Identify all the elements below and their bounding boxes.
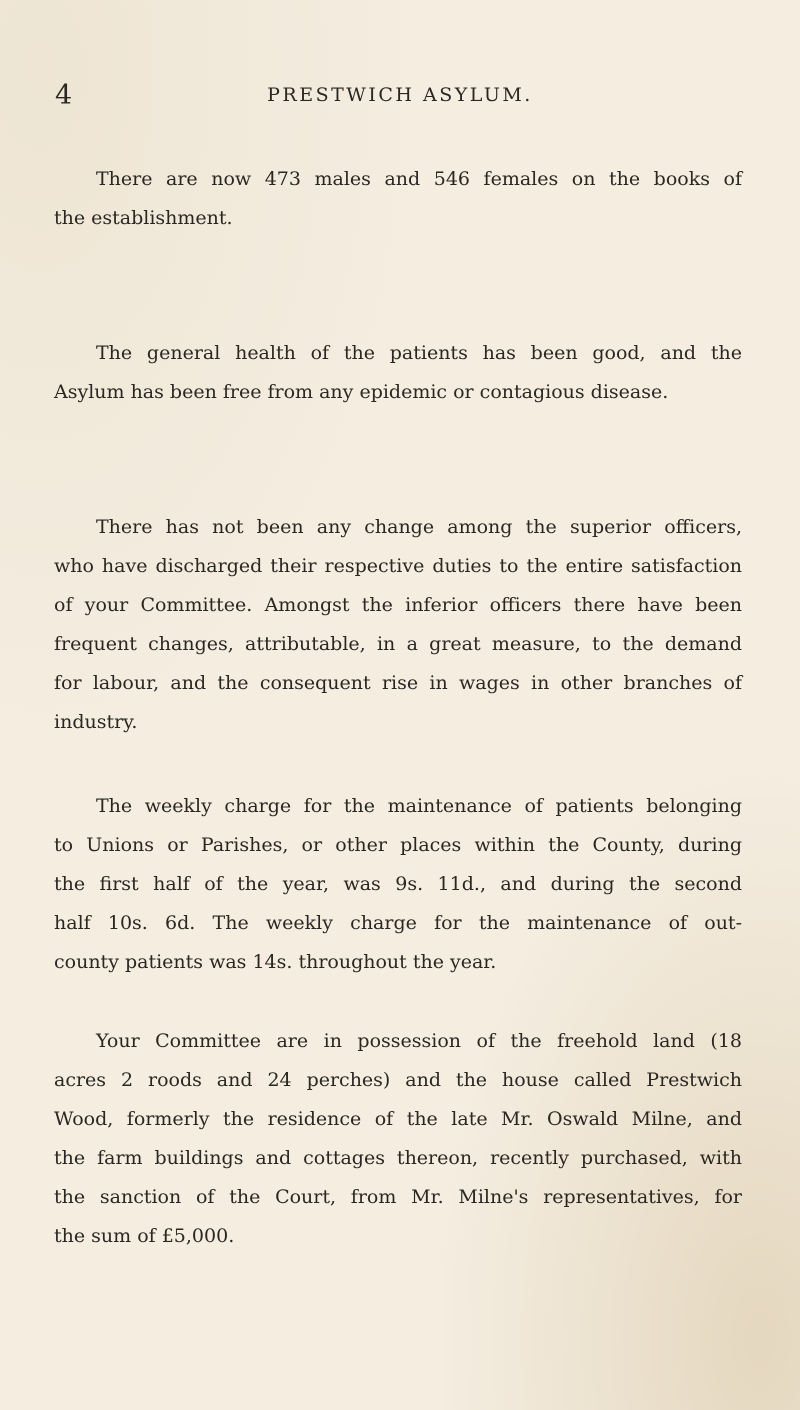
text-line: to Unions or Parishes, or other places within the County, during (54, 834, 742, 856)
paragraph-freehold-land (54, 1022, 742, 1256)
text-line: the farm buildings and cottages thereon, recently purchased, with (54, 1147, 742, 1169)
text-line: half 10s. 6d. The weekly charge for the maintenance of out- (54, 912, 742, 934)
paragraph-patient-count (54, 160, 742, 238)
text-line: who have discharged their respective duties to the entire satisfaction (54, 555, 742, 577)
text-line: the first half of the year, was 9s. 11d., and during the second (54, 873, 742, 895)
text-line: for labour, and the consequent rise in wages in other branches of (54, 672, 742, 694)
text-line: The general health of the patients has been good, and the (96, 342, 742, 364)
text-line: There are now 473 males and 546 females on the books of (96, 168, 742, 190)
paragraph-general-health (54, 334, 742, 412)
text-line: county patients was 14s. throughout the year. (54, 951, 497, 973)
paragraph-officers (54, 508, 742, 742)
paragraph-weekly-charge (54, 787, 742, 982)
text-line: Wood, formerly the residence of the late Mr. Oswald Milne, and (54, 1108, 742, 1130)
text-line: the sum of £5,000. (54, 1225, 235, 1247)
text-line: Asylum has been free from any epidemic or contagious disease. (54, 381, 669, 403)
text-line: The weekly charge for the maintenance of patients belonging (96, 795, 742, 817)
text-line: Your Committee are in possession of the freehold land (18 (96, 1030, 742, 1052)
text-line: of your Committee. Amongst the inferior officers there have been (54, 594, 742, 616)
text-line: the sanction of the Court, from Mr. Milne's representatives, for (54, 1186, 742, 1208)
running-title: PRESTWICH ASYLUM. (267, 84, 533, 106)
text-line: acres 2 roods and 24 perches) and the house called Prestwich (54, 1069, 742, 1091)
page-number: 4 (55, 80, 73, 111)
text-line: frequent changes, attributable, in a great measure, to the demand (54, 633, 742, 655)
text-line: There has not been any change among the superior officers, (96, 516, 742, 538)
text-line: the establishment. (54, 207, 233, 229)
text-line: industry. (54, 711, 138, 733)
